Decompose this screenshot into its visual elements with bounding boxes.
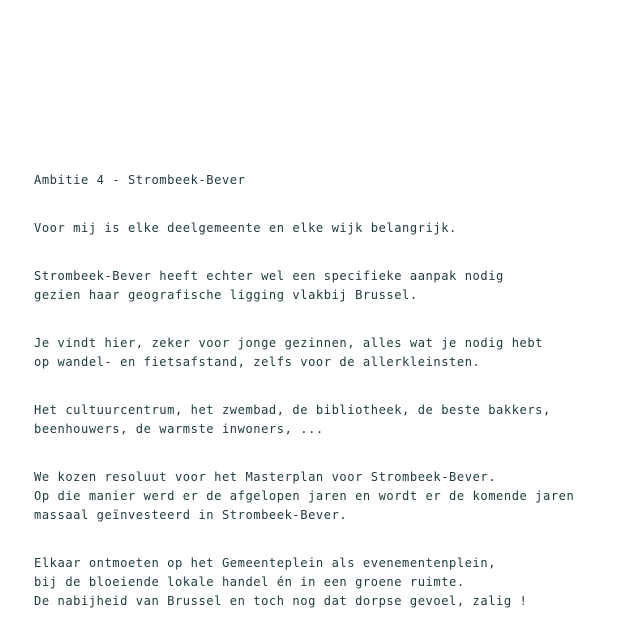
paragraph-line: De nabijheid van Brussel en toch nog dat dorpse gevoel, zalig ! [34, 594, 528, 608]
paragraph-line: Het cultuurcentrum, het zwembad, de bibliotheek, de beste bakkers, [34, 403, 551, 417]
paragraph-4 [34, 401, 624, 439]
paragraph-line: Voor mij is elke deelgemeente en elke wijk belangrijk. [34, 221, 457, 235]
paragraph-3 [34, 334, 624, 372]
document-body [34, 171, 624, 611]
paragraph-line: Elkaar ontmoeten op het Gemeenteplein als evenementenplein, [34, 556, 497, 570]
paragraph-line: We kozen resoluut voor het Masterplan voor Strombeek-Bever. [34, 470, 497, 484]
paragraph-line: Op die manier werd er de afgelopen jaren en wordt er de komende jaren [34, 489, 575, 503]
paragraph-line: Je vindt hier, zeker voor jonge gezinnen, alles wat je nodig hebt [34, 336, 544, 350]
title-line: Ambitie 4 - Strombeek-Bever [34, 173, 246, 187]
paragraph-1 [34, 219, 624, 238]
paragraph-2 [34, 267, 624, 305]
paragraph-line: gezien haar geografische ligging vlakbij Brussel. [34, 288, 418, 302]
paragraph-line: op wandel- en fietsafstand, zelfs voor de allerkleinsten. [34, 355, 481, 369]
paragraph-line: Strombeek-Bever heeft echter wel een specifieke aanpak nodig [34, 269, 504, 283]
paragraph-6 [34, 554, 624, 611]
document-title [34, 171, 624, 190]
paragraph-5 [34, 468, 624, 525]
paragraph-line: beenhouwers, de warmste inwoners, ... [34, 422, 324, 436]
paragraph-line: massaal geïnvesteerd in Strombeek-Bever. [34, 508, 348, 522]
paragraph-line: bij de bloeiende lokale handel én in een groene ruimte. [34, 575, 465, 589]
